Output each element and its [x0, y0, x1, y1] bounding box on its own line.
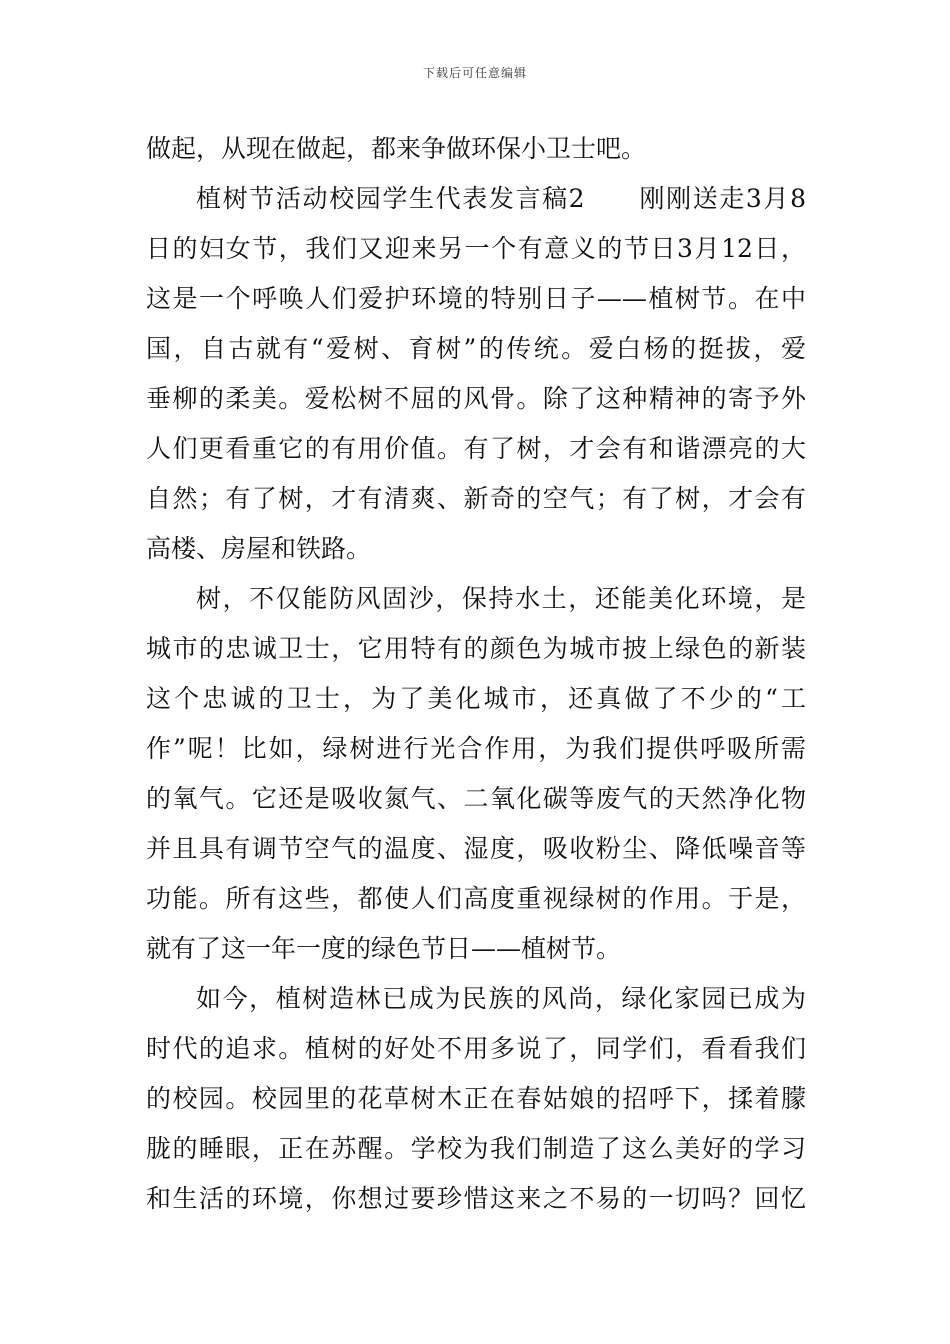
- text-line: 树，不仅能防风固沙，保持水土，还能美化环境，是: [196, 584, 806, 613]
- text-line: 时代的追求。植树的好处不用多说了，同学们，看看我们: [146, 1034, 806, 1063]
- text-line: 植树节活动校园学生代表发言稿2 刚刚送走3月8: [196, 184, 806, 213]
- text-line: 做起，从现在做起，都来争做环保小卫士吧。: [146, 134, 647, 163]
- text-line: 人们更看重它的有用价值。有了树，才会有和谐漂亮的大: [146, 434, 806, 463]
- text-line: 这个忠诚的卫士，为了美化城市，还真做了不少的“工: [146, 684, 806, 713]
- text-line: 就有了这一年一度的绿色节日——植树节。: [146, 934, 622, 963]
- text-line: 国，自古就有“爱树、育树”的传统。爱白杨的挺拔，爱: [146, 334, 806, 363]
- text-line: 的氧气。它还是吸收氮气、二氧化碳等废气的天然净化物: [146, 784, 806, 813]
- page-header: 下载后可任意编辑: [422, 66, 527, 80]
- text-line: 和生活的环境，你想过要珍惜这来之不易的一切吗？回忆: [146, 1184, 806, 1213]
- text-line: 日的妇女节，我们又迎来另一个有意义的节日3月12日，: [146, 234, 806, 263]
- document-body: [146, 124, 806, 1224]
- text-line: 胧的睡眼，正在苏醒。学校为我们制造了这么美好的学习: [146, 1134, 806, 1163]
- text-line: 如今，植树造林已成为民族的风尚，绿化家园已成为: [196, 984, 806, 1013]
- text-line: 并且具有调节空气的温度、湿度，吸收粉尘、降低噪音等: [146, 834, 806, 863]
- text-line: 功能。所有这些，都使人们高度重视绿树的作用。于是，: [146, 884, 806, 913]
- text-line: 垂柳的柔美。爱松树不屈的风骨。除了这种精神的寄予外: [146, 384, 806, 413]
- text-line: 作”呢！比如，绿树进行光合作用，为我们提供呼吸所需: [146, 734, 806, 763]
- text-line: 城市的忠诚卫士，它用特有的颜色为城市披上绿色的新装: [146, 634, 806, 663]
- text-line: 的校园。校园里的花草树木正在春姑娘的招呼下，揉着朦: [146, 1084, 806, 1113]
- text-line: 高楼、房屋和铁路。: [146, 534, 372, 563]
- text-line: 这是一个呼唤人们爱护环境的特别日子——植树节。在中: [146, 284, 806, 313]
- text-line: 自然；有了树，才有清爽、新奇的空气；有了树，才会有: [146, 484, 806, 513]
